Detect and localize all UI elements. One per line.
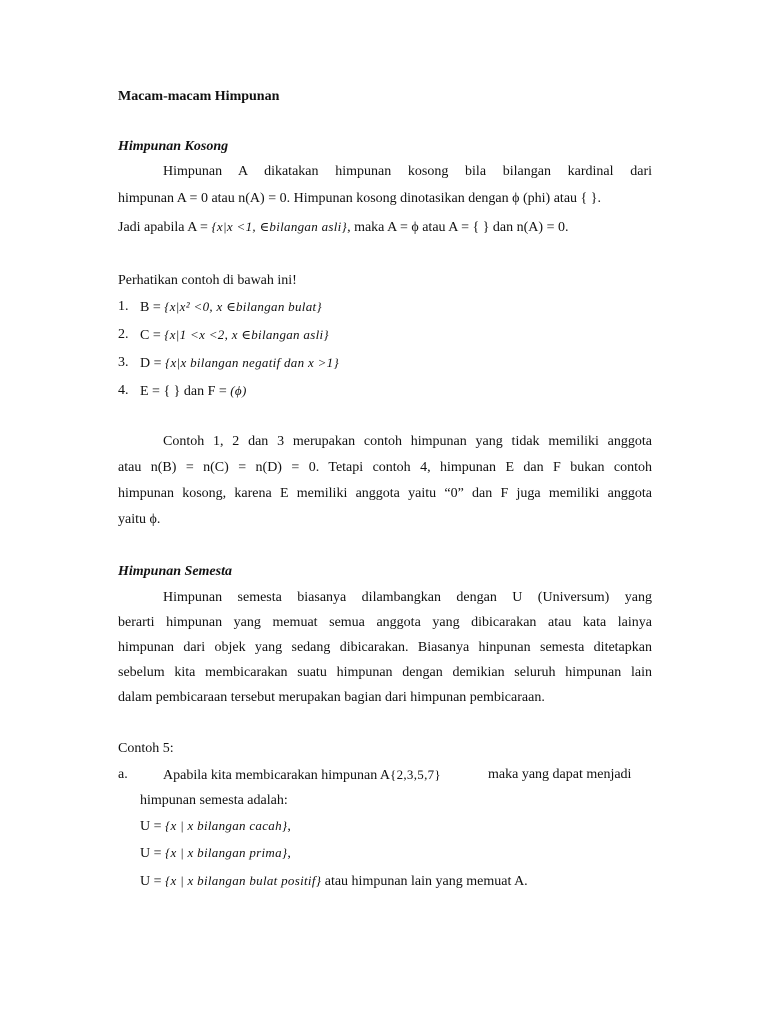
item-a-line-2: himpunan semesta adalah:	[140, 793, 288, 808]
math-set-u-prima: {x | x bilangan prima}	[165, 845, 288, 860]
universe-option: U = {x | x bilangan prima},	[140, 845, 291, 861]
section-heading-semesta: Himpunan Semesta	[118, 564, 232, 579]
example-number: 1.	[118, 299, 129, 314]
item-a-marker: a.	[118, 767, 128, 782]
math-set-d: {x|x bilangan negatif dan x >1}	[165, 355, 339, 370]
example-item: E = { } dan F = (ϕ)	[140, 383, 247, 399]
example-item: D = {x|x bilangan negatif dan x >1}	[140, 355, 339, 371]
math-set-b: {x|x² <0, x ∈bilangan bulat}	[164, 299, 322, 314]
kosong-paragraph-line-1: Himpunan A dikatakan himpunan kosong bila bilangan kardinal dari	[163, 164, 652, 179]
math-set-a: {x|x <1, ∈bilangan asli}	[211, 219, 348, 234]
section-heading-kosong: Himpunan Kosong	[118, 139, 229, 154]
examples-intro: Perhatikan contoh di bawah ini!	[118, 273, 297, 288]
semesta-paragraph-line-5: dalam pembicaraan tersebut merupakan bagian dari himpunan pembicaraan.	[118, 690, 545, 705]
example-item: B = {x|x² <0, x ∈bilangan bulat}	[140, 299, 322, 315]
kosong-paragraph-line-3: Jadi apabila A = {x|x <1, ∈bilangan asli}, maka A = ϕ atau A = { } dan n(A) = 0.	[118, 219, 569, 235]
example-number: 3.	[118, 355, 129, 370]
semesta-paragraph-line-3: himpunan dari objek yang sedang dibicarakan. Biasanya hinpunan semesta ditetapkan	[118, 640, 652, 655]
kosong-explanation-line-3: himpunan kosong, karena E memiliki anggota yaitu “0” dan F juga memiliki anggota	[118, 486, 652, 501]
math-set-c: {x|1 <x <2, x ∈bilangan asli}	[164, 327, 329, 342]
semesta-paragraph-line-4: sebelum kita membicarakan suatu himpunan dengan demikian seluruh himpunan lain	[118, 665, 652, 680]
example-number: 4.	[118, 383, 129, 398]
kosong-explanation-line-1: Contoh 1, 2 dan 3 merupakan contoh himpunan yang tidak memiliki anggota	[163, 434, 652, 449]
example-number: 2.	[118, 327, 129, 342]
semesta-paragraph-line-1: Himpunan semesta biasanya dilambangkan dengan U (Universum) yang	[163, 590, 652, 605]
semesta-paragraph-line-2: berarti himpunan yang memuat semua anggota yang dibicarakan atau kata lainya	[118, 615, 652, 630]
math-set-f: (ϕ)	[230, 383, 247, 398]
math-set-a-values: {2,3,5,7}	[390, 767, 441, 782]
universe-option: U = {x | x bilangan cacah},	[140, 818, 291, 834]
kosong-paragraph-line-2: himpunan A = 0 atau n(A) = 0. Himpunan kosong dinotasikan dengan ϕ (phi) atau { }.	[118, 191, 601, 206]
page-title: Macam-macam Himpunan	[118, 89, 280, 104]
math-set-u-bulat-positif: {x | x bilangan bulat positif}	[165, 873, 322, 888]
item-a-line-1: Apabila kita membicarakan himpunan A{2,3,5,7}	[163, 767, 441, 783]
kosong-explanation-line-4: yaitu ϕ.	[118, 512, 161, 527]
example-item: C = {x|1 <x <2, x ∈bilangan asli}	[140, 327, 329, 343]
contoh-5-label: Contoh 5:	[118, 741, 174, 756]
universe-option: U = {x | x bilangan bulat positif} atau himpunan lain yang memuat A.	[140, 873, 528, 889]
item-a-line-1-end: maka yang dapat menjadi	[488, 767, 632, 782]
math-set-u-cacah: {x | x bilangan cacah}	[165, 818, 288, 833]
kosong-explanation-line-2: atau n(B) = n(C) = n(D) = 0. Tetapi contoh 4, himpunan E dan F bukan contoh	[118, 460, 652, 475]
